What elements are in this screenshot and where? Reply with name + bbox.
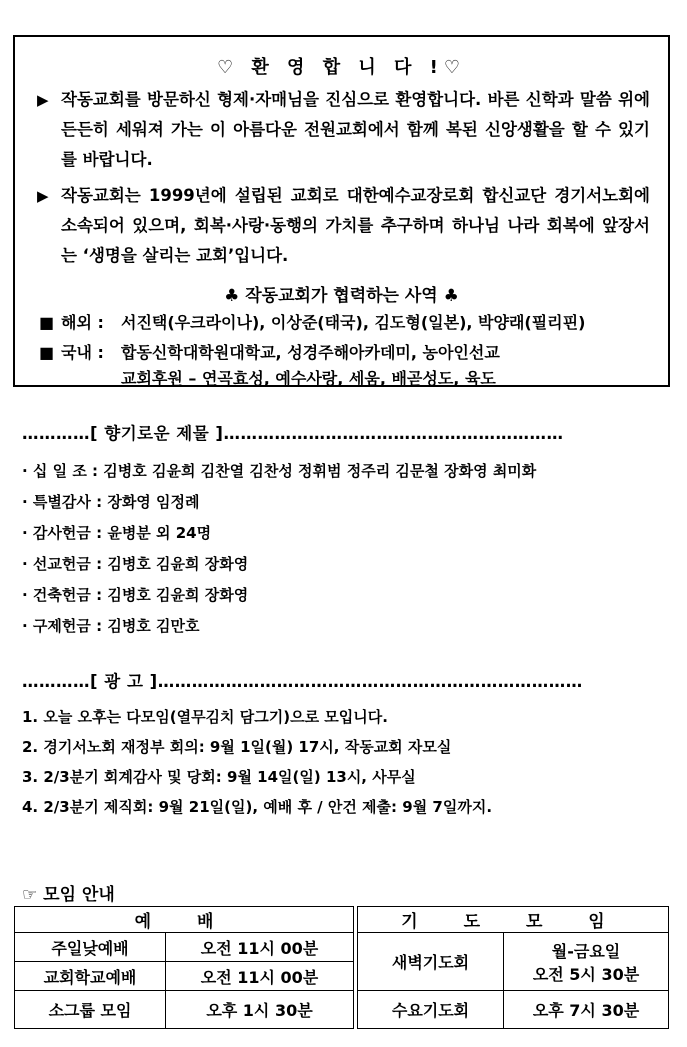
welcome-box [13,35,670,387]
mission-domestic [33,340,650,392]
arrow-right-icon: ▶ [37,91,49,109]
worship-time: 오전 11시 00분 [166,962,354,991]
prayer-name: 새벽기도회 [358,933,504,991]
mission-title: ♣ 작동교회가 협력하는 사역 ♣ [224,286,459,306]
offering-row: · 감사헌금 : 윤병분 외 24명 [22,524,212,542]
prayer-time [504,933,669,991]
worship-header: 예 배 [15,907,354,933]
prayer-table [357,906,669,1029]
mission-overseas [33,310,650,336]
ad-item: 1. 오늘 오후는 다모임(열무김치 담그기)으로 모입니다. [22,708,388,726]
offering-row: · 십 일 조 : 김병호 김윤희 김찬열 김찬성 정휘범 정주리 김문철 장화영 최미화 [22,462,537,480]
welcome-text-2: 작동교회는 1999년에 설립된 교회로 대한예수교장로회 합신교단 경기서노회에 소속되어 있으며, 회복·사랑·동행의 가치를 추구하며 하나님 나라 회복에 앞장서는 ‘생명을 살리는 교회’입니다. [61,186,650,265]
offering-row: · 선교헌금 : 김병호 김윤희 장화영 [22,555,249,573]
square-bullet-icon: ■ [39,313,55,332]
offerings-header: …………[ 향기로운 제물 ]…………………………………………………… [22,424,564,443]
prayer-time: 오후 7시 30분 [504,991,669,1029]
welcome-text-1: 작동교회를 방문하신 형제·자매님을 진심으로 환영합니다. 바른 신학과 말씀 위에 든든히 세워져 가는 이 아름다운 전원교회에서 함께 복된 신앙생활을 할 수 있기를 바랍니다. [61,90,650,169]
prayer-time-line: 오전 5시 30분 [532,964,640,984]
mission-overseas-value: 서진택(우크라이나), 이상준(태국), 김도형(일본), 박양래(필리핀) [121,313,586,332]
offering-row: · 구제헌금 : 김병호 김만호 [22,617,200,635]
welcome-paragraph-2 [33,181,650,271]
prayer-time-line: 월-금요일 [551,941,621,961]
offering-row: · 특별감사 : 장화영 임정례 [22,493,200,511]
ad-item: 3. 2/3분기 회계감사 및 당회: 9월 14일(일) 13시, 사무실 [22,768,416,786]
worship-time: 오후 1시 30분 [166,991,354,1029]
welcome-title: ♡ 환 영 합 니 다 !♡ [216,57,467,78]
welcome-paragraph-1 [33,85,650,175]
offerings-list [22,460,536,646]
mission-domestic-line-1: 합동신학대학원대학교, 성경주해아카데미, 농아인선교 [121,343,500,362]
ads-header: …………[ 광 고 ]………………………………………………………………… [22,672,583,691]
meetings-title: ☞ 모임 안내 [22,885,115,905]
worship-name: 주일낮예배 [15,933,166,962]
square-bullet-icon: ■ [39,343,55,362]
arrow-right-icon: ▶ [37,187,49,205]
ad-item: 2. 경기서노회 재정부 회의: 9월 1일(월) 17시, 작동교회 자모실 [22,738,452,756]
mission-overseas-label: 해외 : [61,313,104,332]
mission-domestic-label: 국내 : [61,343,104,362]
mission-domestic-line-2: 교회후원 – 연곡효성, 예수사랑, 세움, 배곧성도, 육도 [121,369,496,388]
prayer-name: 수요기도회 [358,991,504,1029]
ads-list [22,706,492,826]
offering-row: · 건축헌금 : 김병호 김윤희 장화영 [22,586,249,604]
ad-item: 4. 2/3분기 제직회: 9월 21일(일), 예배 후 / 안건 제출: 9월 7일까지. [22,798,493,816]
worship-name: 소그룹 모임 [15,991,166,1029]
worship-name: 교회학교예배 [15,962,166,991]
worship-time: 오전 11시 00분 [166,933,354,962]
worship-table [14,906,354,1029]
prayer-header: 기 도 모 임 [358,907,669,933]
